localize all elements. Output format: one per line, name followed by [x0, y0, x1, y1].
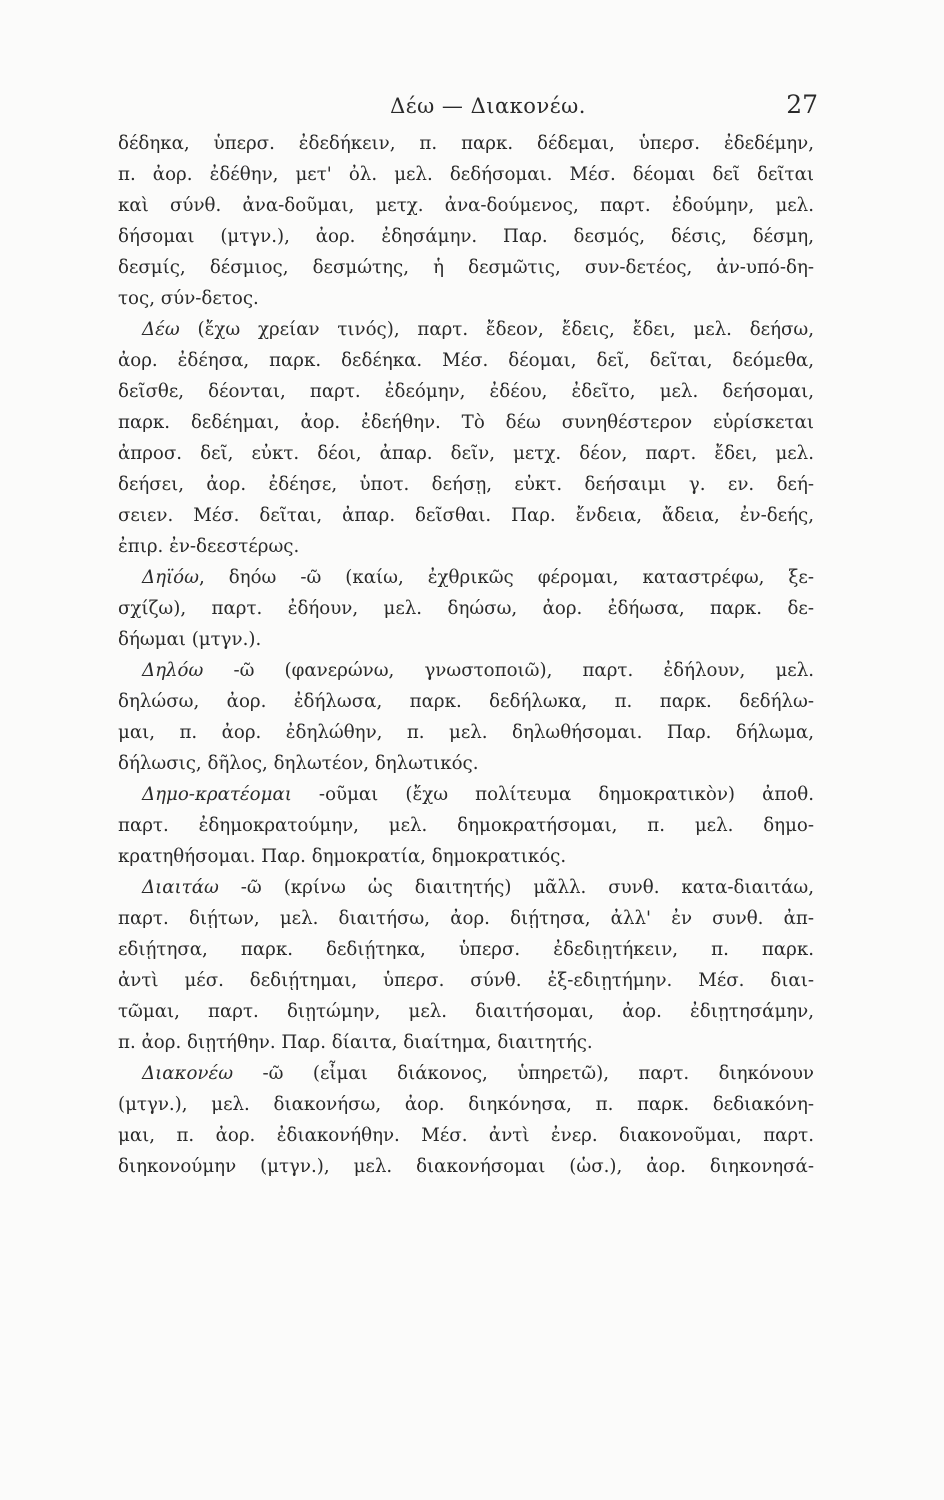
- text-line: [118, 1120, 814, 1151]
- text-line: [118, 624, 814, 655]
- text-line: [118, 221, 814, 252]
- line-text: παρκ. δεδέημαι, ἀορ. ἐδεήθην. Τὸ δέω συνηθέστερον εὑρίσκεται: [118, 412, 814, 433]
- text-line: [118, 748, 814, 779]
- page-number: 27: [786, 90, 818, 119]
- line-text: π. ἀορ. διῃτήθην. Παρ. δίαιτα, διαίτημα, διαιτητής.: [118, 1032, 593, 1053]
- text-line: [118, 934, 814, 965]
- text-line: [118, 965, 814, 996]
- line-text: π. ἀορ. ἐδέθην, μετ' ὀλ. μελ. δεδήσομαι. Μέσ. δέομαι δεῖ δεῖται: [118, 164, 814, 185]
- line-text: ἀπροσ. δεῖ, εὐκτ. δέοι, ἀπαρ. δεῖν, μετχ. δέον, παρτ. ἔδει, μελ.: [118, 443, 814, 464]
- text-line: [118, 252, 814, 283]
- dictionary-entries: [118, 128, 814, 1182]
- text-line: [118, 376, 814, 407]
- line-text: δηλώσω, ἀορ. ἐδήλωσα, παρκ. δεδήλωκα, π. παρκ. δεδήλω-: [118, 691, 814, 712]
- text-line: [118, 593, 814, 624]
- line-text: δεῖσθε, δέονται, παρτ. ἐδεόμην, ἐδέου, ἐδεῖτο, μελ. δεήσομαι,: [118, 381, 814, 402]
- line-text: παρτ. ἐδημοκρατούμην, μελ. δημοκρατήσομαι, π. μελ. δημο-: [118, 815, 814, 836]
- text-line: [118, 128, 814, 159]
- line-text: , δηόω -ῶ (καίω, ἐχθρικῶς φέρομαι, καταστρέφω, ξε-: [198, 567, 814, 588]
- entry-start-line: [118, 872, 814, 903]
- line-text: δεήσει, ἀορ. ἐδέησε, ὑποτ. δεήσῃ, εὐκτ. δεήσαιμι γ. εν. δεή-: [118, 474, 814, 495]
- lemma-headword: Δέω: [142, 319, 180, 340]
- text-line: [118, 1151, 814, 1182]
- lemma-headword: Διακονέω: [142, 1063, 234, 1084]
- line-text: δέδηκα, ὑπερσ. ἐδεδήκειν, π. παρκ. δέδεμαι, ὑπερσ. ἐδεδέμην,: [118, 133, 814, 154]
- text-line: [118, 531, 814, 562]
- text-line: [118, 810, 814, 841]
- line-text: τος, σύν-δετος.: [118, 288, 259, 309]
- running-head: Δέω — Διακονέω.: [390, 94, 586, 118]
- line-text: δεσμίς, δέσμιος, δεσμώτης, ἡ δεσμῶτις, συν-δετέος, ἀν-υπό-δη-: [118, 257, 814, 278]
- line-text: (ἔχω χρείαν τινός), παρτ. ἔδεον, ἔδεις, ἔδει, μελ. δεήσω,: [179, 319, 814, 340]
- line-text: (μτγν.), μελ. διακονήσω, ἀορ. διηκόνησα, π. παρκ. δεδιακόνη-: [118, 1094, 814, 1115]
- entry-start-line: [118, 1058, 814, 1089]
- lemma-headword: Δηϊόω: [142, 567, 199, 588]
- text-line: [118, 345, 814, 376]
- text-line: [118, 190, 814, 221]
- text-line: [118, 686, 814, 717]
- text-line: [118, 159, 814, 190]
- text-line: [118, 407, 814, 438]
- line-text: ἀντὶ μέσ. δεδιῄτημαι, ὑπερσ. σύνθ. ἐξ-εδιῃτήμην. Μέσ. διαι-: [118, 970, 814, 991]
- line-text: παρτ. διῄτων, μελ. διαιτήσω, ἀορ. διῄτησα, ἀλλ' ἐν συνθ. ἀπ-: [118, 908, 814, 929]
- text-line: [118, 903, 814, 934]
- text-line: [118, 841, 814, 872]
- text-line: [118, 283, 814, 314]
- line-text: τῶμαι, παρτ. διῃτώμην, μελ. διαιτήσομαι, ἀορ. ἐδιῃτησάμην,: [118, 1001, 814, 1022]
- line-text: σειεν. Μέσ. δεῖται, ἀπαρ. δεῖσθαι. Παρ. ἔνδεια, ἄδεια, ἐν-δεής,: [118, 505, 814, 526]
- lemma-headword: Δηλόω: [142, 660, 204, 681]
- line-text: μαι, π. ἀορ. ἐδηλώθην, π. μελ. δηλωθήσομαι. Παρ. δήλωμα,: [118, 722, 814, 743]
- line-text: καὶ σύνθ. ἀνα-δοῦμαι, μετχ. ἀνα-δούμενος, παρτ. ἐδούμην, μελ.: [118, 195, 814, 216]
- line-text: -ῶ (κρίνω ὡς διαιτητής) μᾶλλ. συνθ. κατα-διαιτάω,: [218, 877, 814, 898]
- text-line: [118, 438, 814, 469]
- line-text: δήλωσις, δῆλος, δηλωτέον, δηλωτικός.: [118, 753, 479, 774]
- text-line: [118, 717, 814, 748]
- text-line: [118, 1089, 814, 1120]
- line-text: ἐπιρ. ἐν-δεεστέρως.: [118, 536, 300, 557]
- line-text: -ῶ (φανερώνω, γνωστοποιῶ), παρτ. ἐδήλουν, μελ.: [203, 660, 814, 681]
- line-text: μαι, π. ἀορ. ἐδιακονήθην. Μέσ. ἀντὶ ἐνερ. διακονοῦμαι, παρτ.: [118, 1125, 814, 1146]
- text-line: [118, 1027, 814, 1058]
- entry-start-line: [118, 314, 814, 345]
- line-text: -οῦμαι (ἔχω πολίτευμα δημοκρατικὸν) ἀποθ.: [291, 784, 814, 805]
- entry-start-line: [118, 779, 814, 810]
- line-text: δήσομαι (μτγν.), ἀορ. ἐδησάμην. Παρ. δεσμός, δέσις, δέσμη,: [118, 226, 814, 247]
- entry-start-line: [118, 562, 814, 593]
- line-text: σχίζω), παρτ. ἐδήουν, μελ. δηώσω, ἀορ. ἐδήωσα, παρκ. δε-: [118, 598, 814, 619]
- line-text: -ῶ (εἶμαι διάκονος, ὑπηρετῶ), παρτ. διηκόνουν: [233, 1063, 814, 1084]
- text-line: [118, 469, 814, 500]
- line-text: ἀορ. ἐδέησα, παρκ. δεδέηκα. Μέσ. δέομαι, δεῖ, δεῖται, δεόμεθα,: [118, 350, 814, 371]
- lemma-headword: Δημο-κρατέομαι: [142, 784, 292, 805]
- line-text: κρατηθήσομαι. Παρ. δημοκρατία, δημοκρατικός.: [118, 846, 567, 867]
- text-line: [118, 996, 814, 1027]
- line-text: δήωμαι (μτγν.).: [118, 629, 262, 650]
- text-line: [118, 500, 814, 531]
- entry-start-line: [118, 655, 814, 686]
- line-text: εδιῄτησα, παρκ. δεδιῄτηκα, ὑπερσ. ἐδεδιῃτήκειν, π. παρκ.: [118, 939, 814, 960]
- line-text: διηκονούμην (μτγν.), μελ. διακονήσομαι (ὡσ.), ἀορ. διηκονησά-: [118, 1156, 814, 1177]
- lemma-headword: Διαιτάω: [142, 877, 219, 898]
